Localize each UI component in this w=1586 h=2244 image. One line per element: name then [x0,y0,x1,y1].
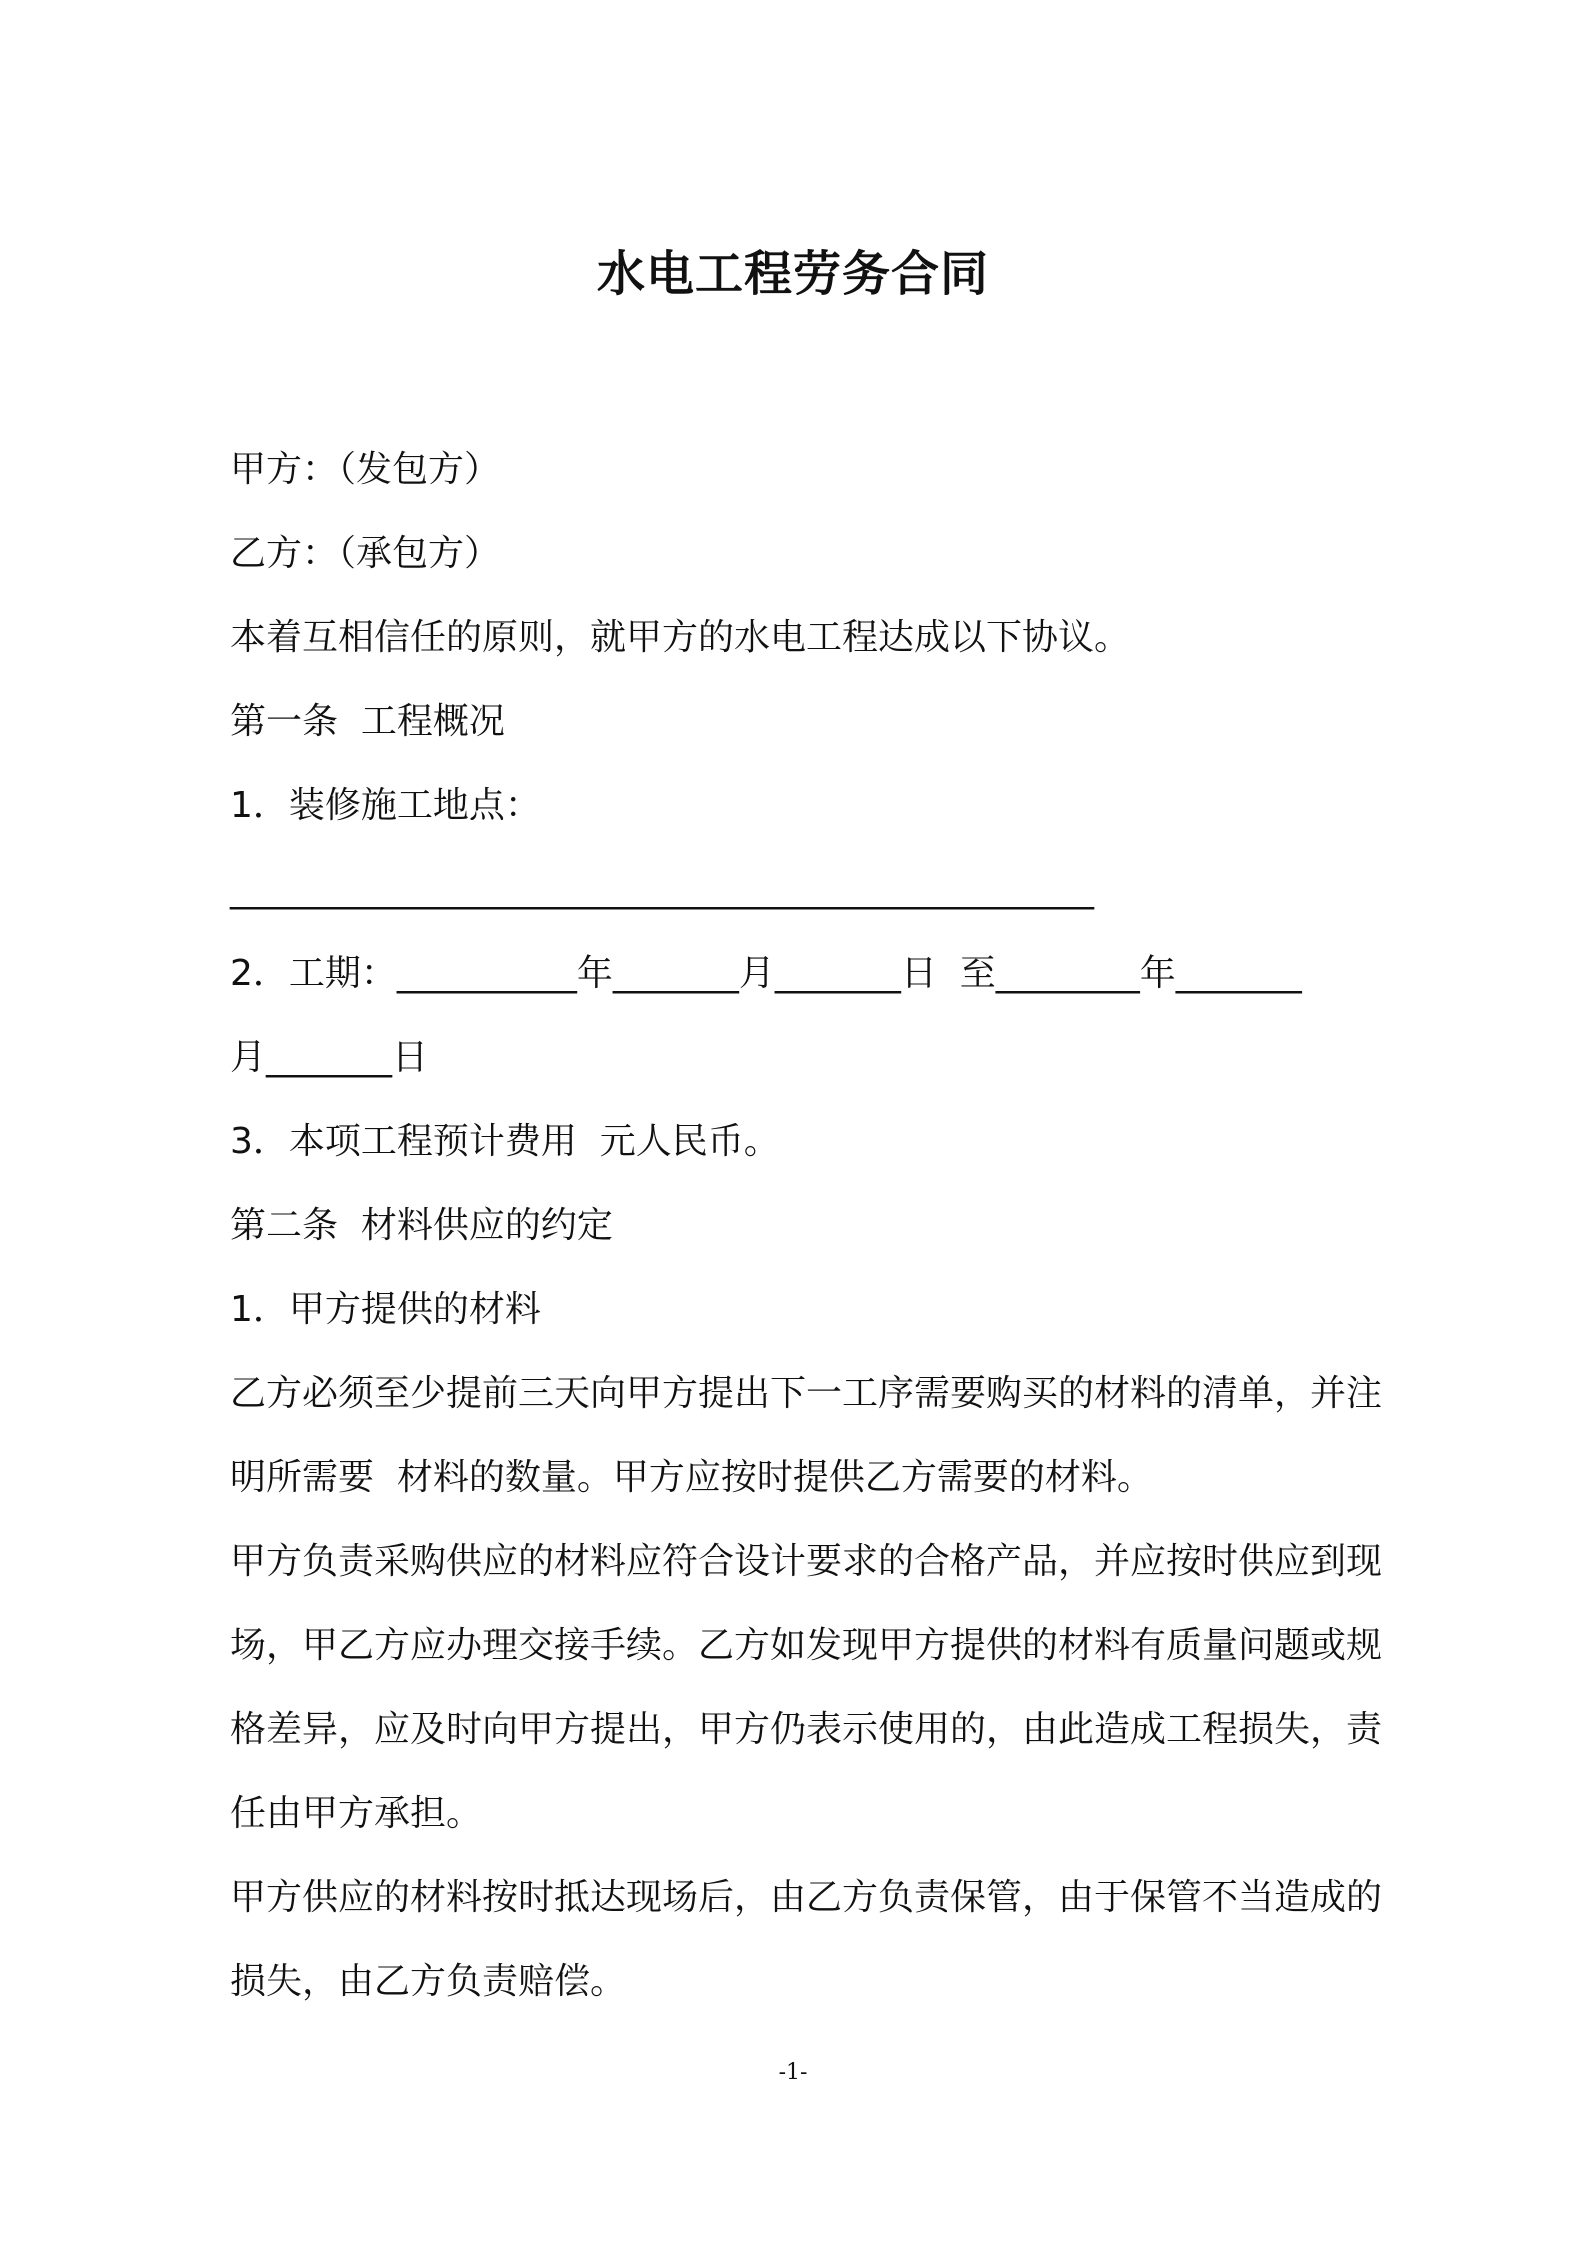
page-number: -1- [778,2060,808,2085]
materials-quality-line-3: 格差异，应及时向甲方提出，甲方仍表示使用的，由此造成工程损失，责 [230,1709,1383,1750]
estimated-cost-line: 3．本项工程预计费用 元人民币。 [230,1121,780,1162]
agreement-intro: 本着互相信任的原则，就甲方的水电工程达成以下协议。 [230,617,1131,658]
article-two-heading: 第二条 材料供应的约定 [230,1205,613,1246]
construction-period-line: 2．工期：__________年_______月_______日 至________年_______ [230,953,1302,994]
materials-request-line-1: 乙方必须至少提前三天向甲方提出下一工序需要购买的材料的清单，并注 [230,1373,1383,1414]
materials-storage-line-1: 甲方供应的材料按时抵达现场后，由乙方负责保管，由于保管不当造成的 [230,1877,1383,1918]
construction-site-line: 1．装修施工地点： [230,785,541,826]
construction-period-line-continued: 月_______日 [230,1037,429,1078]
materials-quality-line-1: 甲方负责采购供应的材料应符合设计要求的合格产品，并应按时供应到现 [230,1541,1383,1582]
party-a-line: 甲方：（发包方） [230,449,501,490]
materials-request-line-2: 明所需要 材料的数量。甲方应按时提供乙方需要的材料。 [230,1457,1153,1498]
article-one-heading: 第一条 工程概况 [230,701,505,742]
materials-storage-line-2: 损失，由乙方负责赔偿。 [230,1961,627,2002]
construction-site-blank: ________________________________________________ [230,869,1094,910]
materials-quality-line-2: 场，甲乙方应办理交接手续。乙方如发现甲方提供的材料有质量问题或规 [230,1625,1383,1666]
document-title: 水电工程劳务合同 [596,246,989,302]
party-a-materials-heading: 1．甲方提供的材料 [230,1289,541,1330]
materials-quality-line-4: 任由甲方承担。 [230,1793,483,1834]
party-b-line: 乙方：（承包方） [230,533,501,574]
